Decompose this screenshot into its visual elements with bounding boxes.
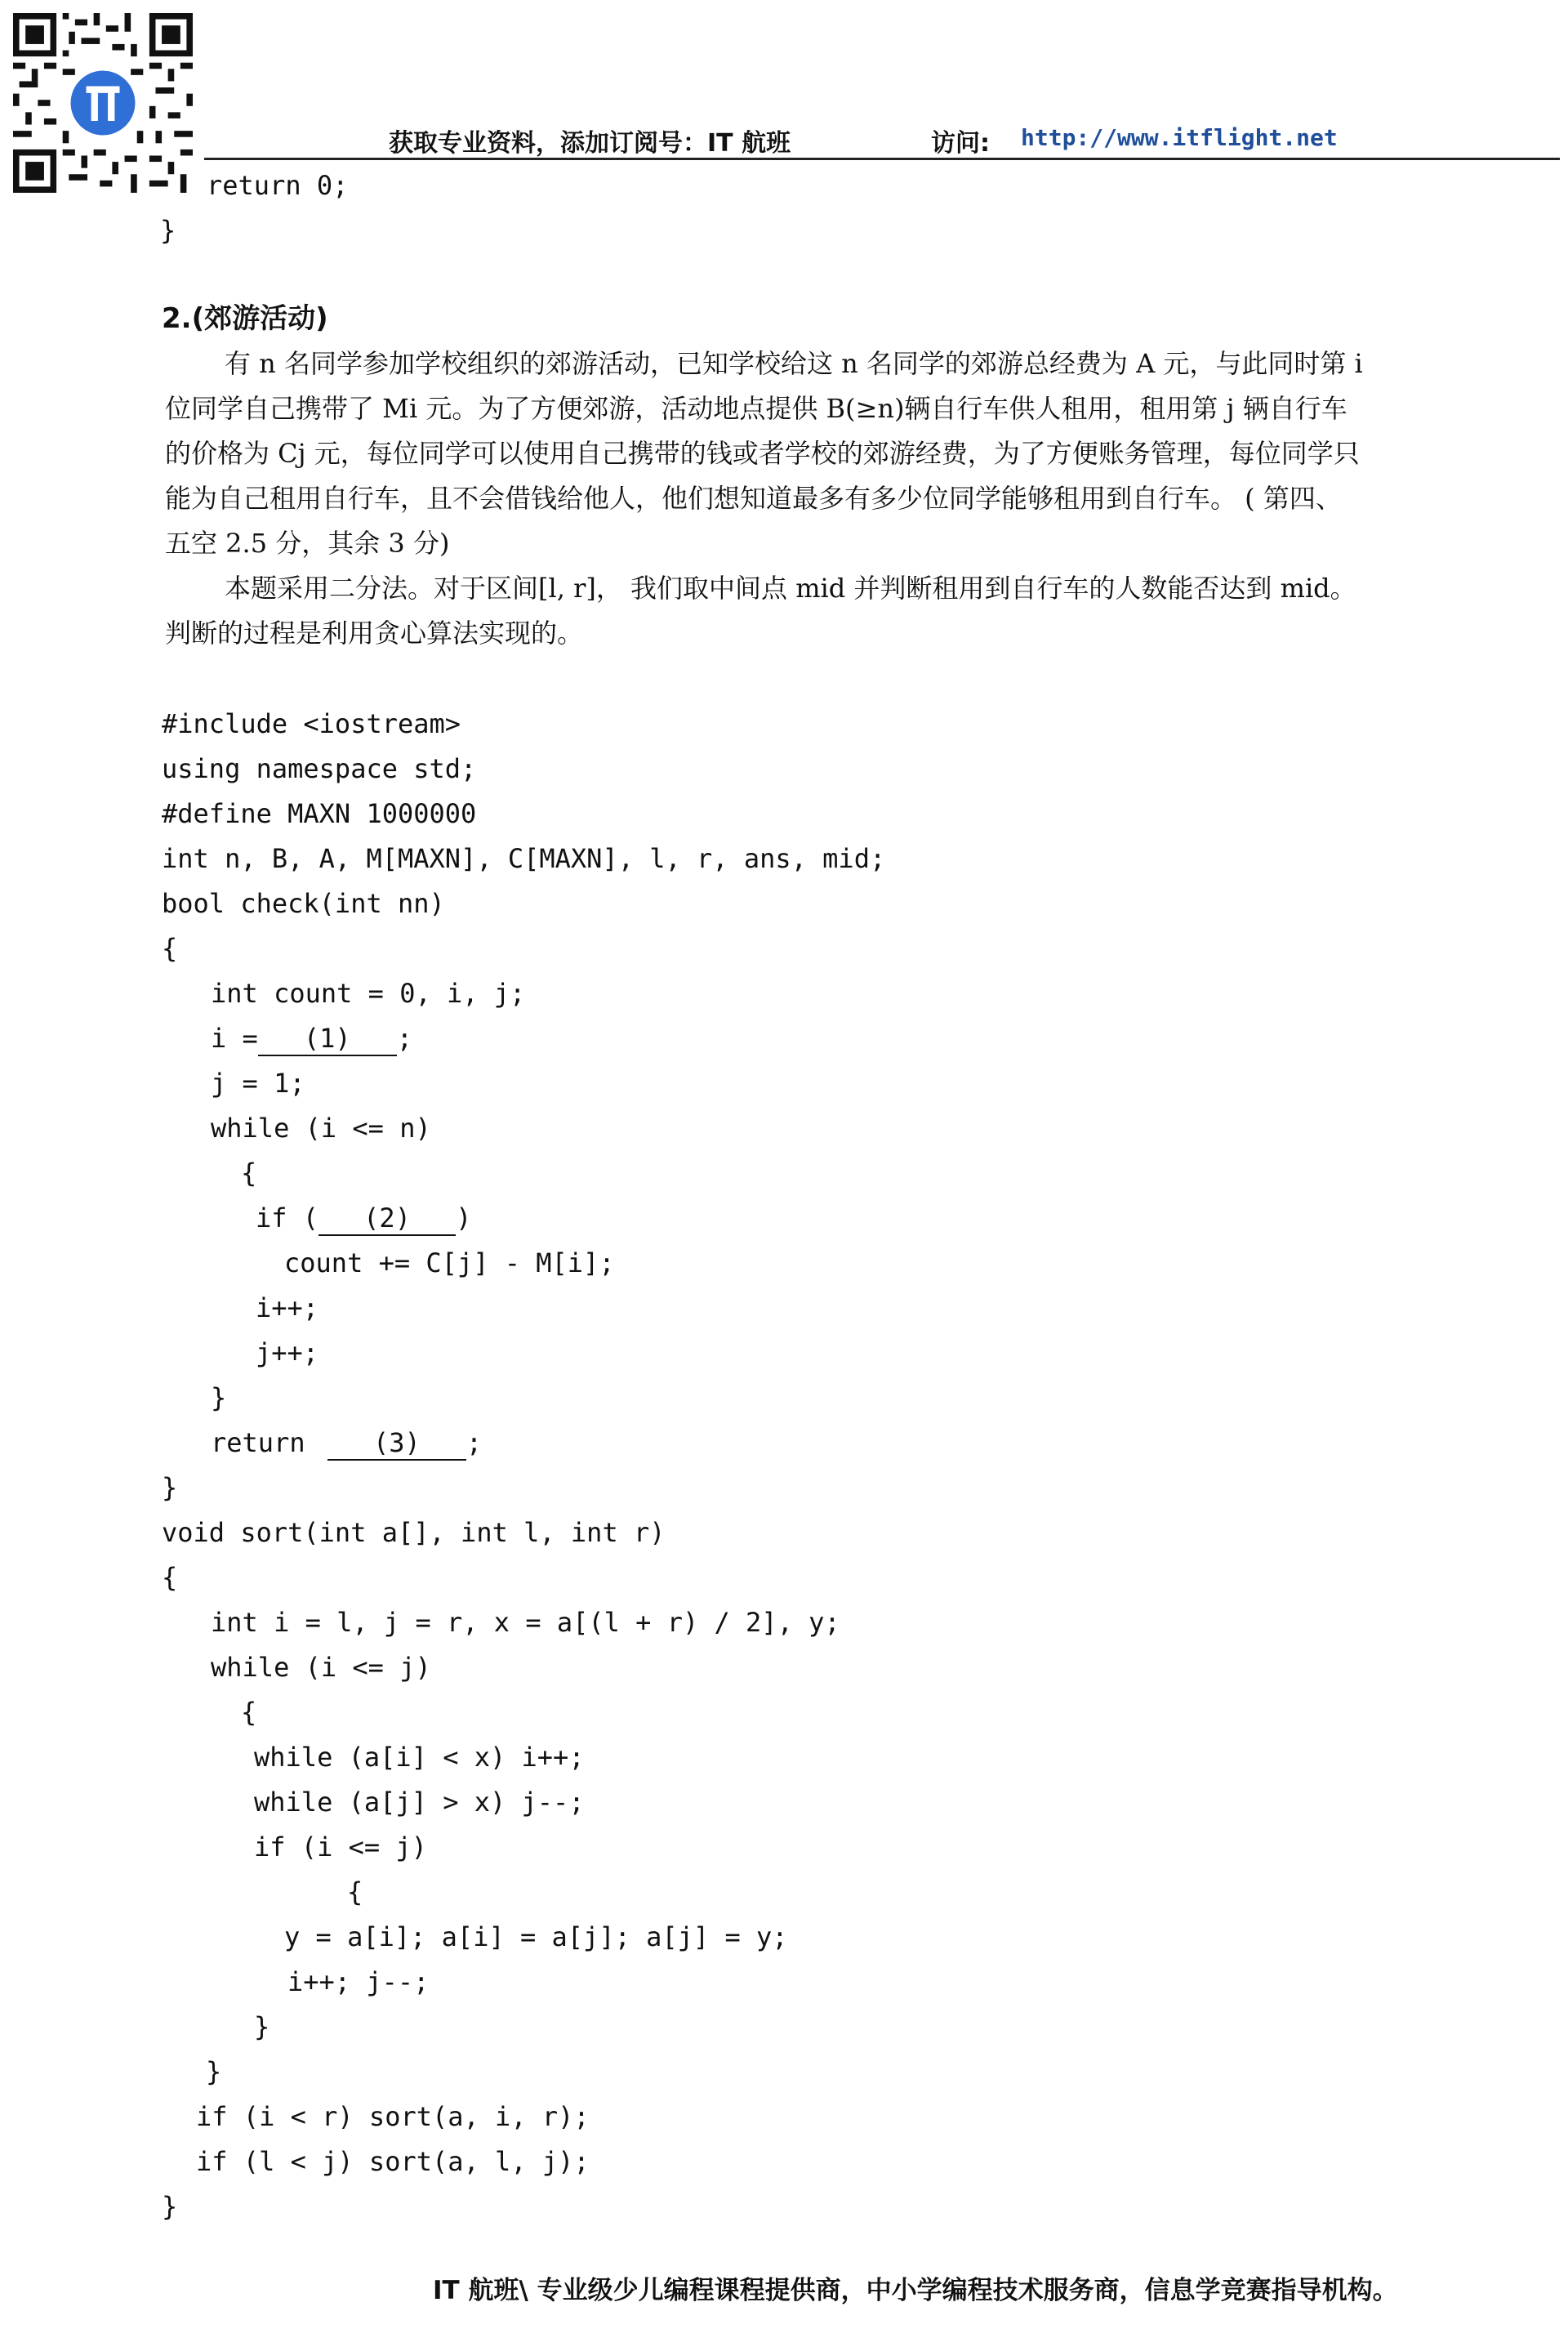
answer-blank-2: (2) bbox=[318, 1202, 456, 1236]
code-line: { bbox=[347, 1876, 363, 1907]
header-url-link[interactable]: http://www.itflight.net bbox=[1021, 124, 1338, 151]
problem-desc-line-2: 位同学自己携带了 Mi 元。为了方便郊游，活动地点提供 B(≥n)辆自行车供人租用，租用第 j 辆自行车 bbox=[165, 393, 1348, 424]
header-subscribe-text: 获取专业资料，添加订阅号：IT 航班 bbox=[389, 129, 791, 158]
code-line: if (i <= j) bbox=[254, 1832, 427, 1863]
problem-title: 2.(郊游活动) bbox=[162, 302, 328, 335]
code-fragment: i = bbox=[211, 1023, 258, 1054]
code-line: while (i <= n) bbox=[211, 1113, 431, 1144]
problem-desc-line-4: 能为自己租用自行车，且不会借钱给他人，他们想知道最多有多少位同学能够租用到自行车。 ( 第四、 bbox=[165, 483, 1342, 514]
method-line-2: 判断的过程是利用贪心算法实现的。 bbox=[165, 618, 584, 649]
code-line: i++; j--; bbox=[287, 1966, 430, 1997]
problem-desc-line-5: 五空 2.5 分，其余 3 分) bbox=[165, 528, 450, 559]
code-line: y = a[i]; a[i] = a[j]; a[j] = y; bbox=[284, 1921, 788, 1952]
code-fragment: return bbox=[211, 1427, 321, 1458]
answer-blank-1: (1) bbox=[258, 1022, 397, 1056]
code-line: #include <iostream> bbox=[162, 708, 461, 739]
code-line: while (a[j] > x) j--; bbox=[254, 1787, 585, 1818]
code-line: void sort(int a[], int l, int r) bbox=[162, 1517, 666, 1548]
code-line: } bbox=[206, 2056, 222, 2087]
code-line-blank-3 bbox=[211, 1426, 482, 1461]
problem-desc-line-1: 有 n 名同学参加学校组织的郊游活动，已知学校给这 n 名同学的郊游总经费为 A 元，与此同时第 i bbox=[225, 348, 1363, 379]
code-line: { bbox=[241, 1697, 257, 1728]
qr-code bbox=[13, 13, 193, 193]
code-line-blank-1 bbox=[211, 1022, 412, 1056]
code-line: j++; bbox=[256, 1337, 319, 1368]
header-divider bbox=[204, 158, 1560, 160]
code-line: #define MAXN 1000000 bbox=[162, 798, 477, 829]
problem-desc-line-3: 的价格为 Cj 元，每位同学可以使用自己携带的钱或者学校的郊游经费，为了方便账务管理，每位同学只 bbox=[165, 438, 1360, 469]
code-line: while (i <= j) bbox=[211, 1652, 431, 1683]
code-fragment: ; bbox=[396, 1023, 413, 1054]
code-line: j = 1; bbox=[211, 1068, 305, 1099]
code-line: int count = 0, i, j; bbox=[211, 978, 526, 1009]
method-line-1: 本题采用二分法。对于区间[l, r]， 我们取中间点 mid 并判断租用到自行车的人数能否达到 mid。 bbox=[225, 573, 1356, 604]
code-line-blank-2 bbox=[256, 1202, 471, 1236]
code-line-close-brace: } bbox=[160, 215, 176, 246]
code-line: bool check(int nn) bbox=[162, 888, 445, 919]
code-line: using namespace std; bbox=[162, 753, 477, 784]
code-line: } bbox=[211, 1382, 227, 1413]
header-visit-label: 访问: bbox=[931, 129, 990, 158]
code-fragment: ; bbox=[466, 1427, 483, 1458]
code-fragment: ) bbox=[456, 1202, 472, 1234]
code-line: } bbox=[162, 2191, 178, 2222]
code-line: if (l < j) sort(a, l, j); bbox=[196, 2146, 590, 2177]
code-line: if (i < r) sort(a, i, r); bbox=[196, 2101, 590, 2132]
code-line: count += C[j] - M[i]; bbox=[284, 1247, 615, 1278]
code-fragment: if ( bbox=[256, 1202, 319, 1234]
code-line: int i = l, j = r, x = a[(l + r) / 2], y; bbox=[211, 1607, 840, 1638]
code-line-return-0: return 0; bbox=[207, 170, 349, 201]
code-line: int n, B, A, M[MAXN], C[MAXN], l, r, ans, mid; bbox=[162, 843, 886, 874]
code-line: } bbox=[254, 2011, 270, 2042]
code-line: { bbox=[162, 933, 178, 964]
code-line: { bbox=[162, 1562, 178, 1593]
answer-blank-3: (3) bbox=[327, 1426, 466, 1461]
code-line: { bbox=[241, 1158, 257, 1189]
code-line: i++; bbox=[256, 1292, 319, 1323]
code-line: while (a[i] < x) i++; bbox=[254, 1742, 585, 1773]
code-line: } bbox=[162, 1472, 178, 1503]
page-footer: IT 航班\ 专业级少儿编程课程提供商，中小学编程技术服务商，信息学竞赛指导机构。 bbox=[433, 2276, 1398, 2305]
page-header bbox=[204, 123, 1560, 157]
